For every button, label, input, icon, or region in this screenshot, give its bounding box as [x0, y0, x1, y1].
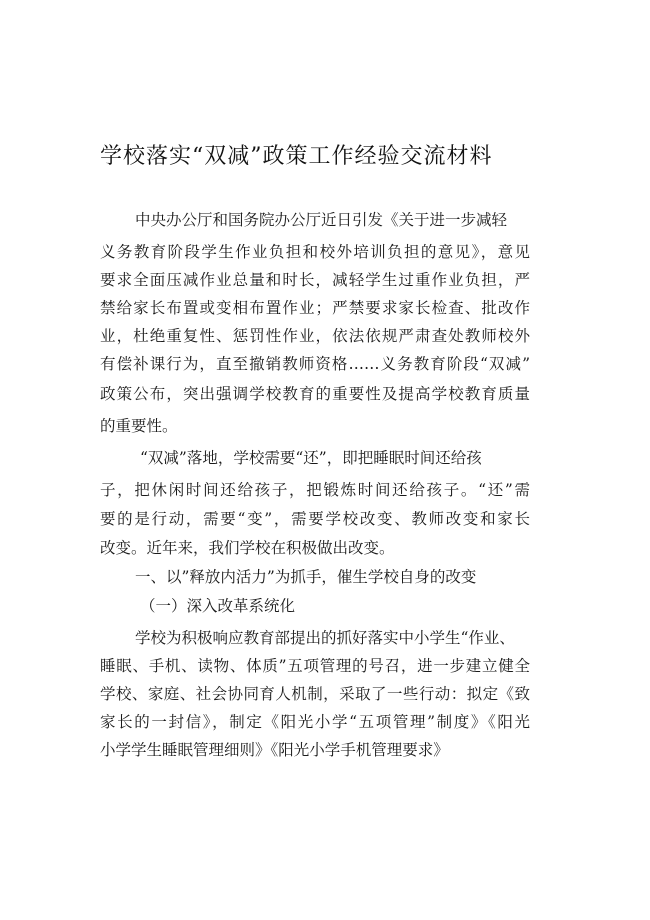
subsection-heading-1: （一）深入改革系统化 [140, 597, 296, 615]
paragraph-2-line-1: “双减”落地，学校需要“还”，即把睡眠时间还给孩 [140, 449, 482, 467]
paragraph-1-line-2: 义务教育阶段学生作业负担和校外培训负担的意见》，意见 [100, 243, 530, 261]
paragraph-2-line-3: 要的是行动，需要“变”，需要学校改变、教师改变和家长 [100, 510, 530, 528]
paragraph-1-line-8: 的重要性。 [100, 417, 178, 435]
paragraph-1-line-5: 业，杜绝重复性、惩罚性作业，依法依规严肃查处教师校外 [100, 327, 530, 345]
paragraph-3-line-2: 睡眠、手机、读物、体质”五项管理的号召，进一步建立健全 [100, 657, 530, 675]
paragraph-1-line-7: 政策公布，突出强调学校教育的重要性及提高学校教育质量 [100, 385, 530, 403]
paragraph-2-line-2: 子，把休闲时间还给孩子，把锻炼时间还给孩子。“还”需 [100, 481, 530, 499]
paragraph-2-line-4: 改变。近年来，我们学校在积极做出改变。 [100, 539, 395, 557]
section-heading-1: 一、以”释放内活力”为抓手，催生学校自身的改变 [135, 568, 477, 586]
paragraph-3-line-1: 学校为积极响应教育部提出的抓好落实中小学生“作业、 [135, 629, 515, 647]
paragraph-1-line-1: 中央办公厅和国务院办公厅近日引发《关于进一步减轻 [135, 211, 508, 229]
paragraph-3-line-4: 家长的一封信》，制定《阳光小学“五项管理”制度》《阳光 [100, 713, 530, 731]
paragraph-1-line-3: 要求全面压减作业总量和时长，减轻学生过重作业负担，严 [100, 271, 530, 289]
paragraph-3-line-5: 小学学生睡眠管理细则》《阳光小学手机管理要求》 [100, 741, 449, 759]
document-title: 学校落实“双减”政策工作经验交流材料 [100, 144, 493, 169]
paragraph-3-line-3: 学校、家庭、社会协同育人机制，采取了一些行动：拟定《致 [100, 685, 530, 703]
paragraph-1-line-4: 禁给家长布置或变相布置作业；严禁要求家长检查、批改作 [100, 299, 530, 317]
paragraph-1-line-6: 有偿补课行为，直至撤销教师资格……义务教育阶段“双减” [100, 355, 530, 373]
